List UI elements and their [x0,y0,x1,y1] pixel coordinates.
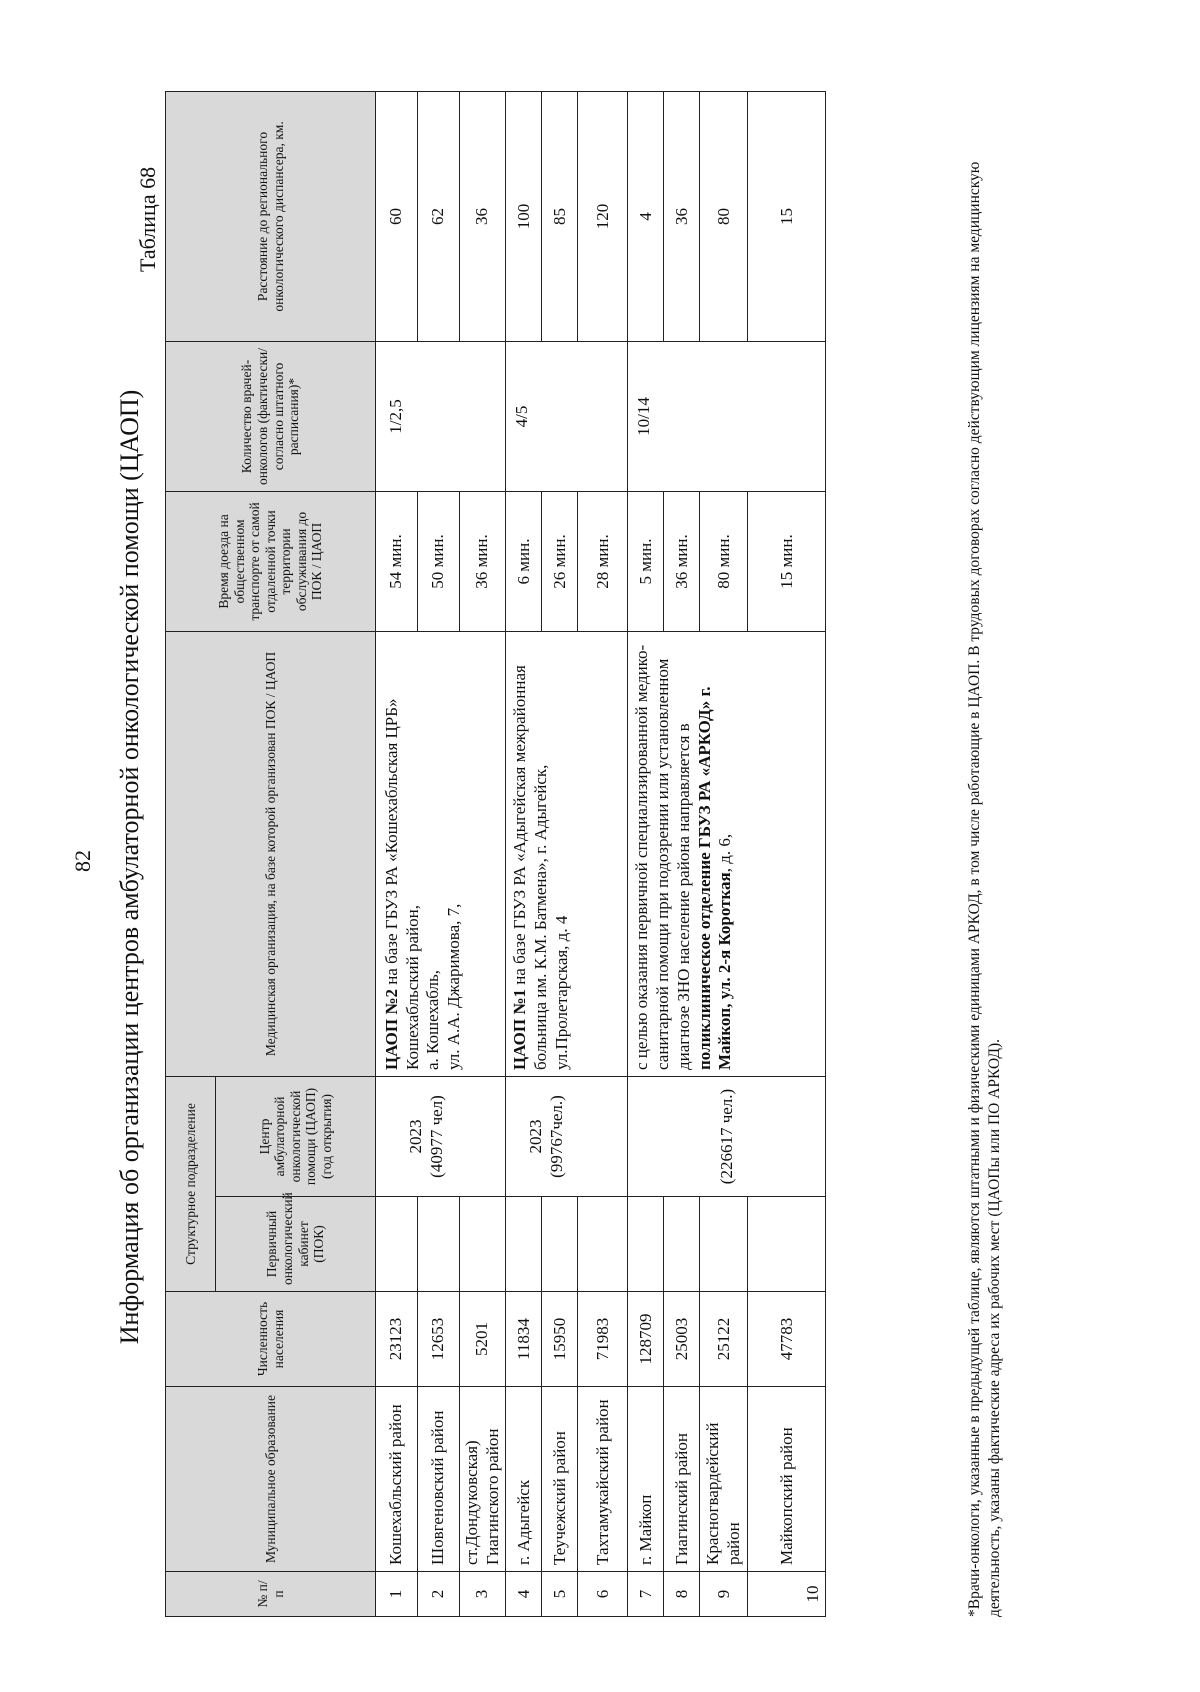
cell-caop-group-1 [376,1076,506,1196]
org-bold: поликлиническое отделение ГБУЗ РА «АРКОД» г. Майкоп, ул. 2-я Короткая [694,686,735,1070]
cell-mo: Майкопский район [748,1387,826,1572]
cell-mo: ст.Дондуковская) Гиагинского район [460,1387,506,1572]
cell-pok [578,1197,628,1292]
footnote: *Врачи-онкологи, указанные в предыдущей таблице, являются штатными и физическими единицами АРКОД, в том числе работающие в ЦАОП. В трудовых договорах согласно действующим лицензиям на медицинскую деятельность, указаны фактические адреса их рабочих мест (ЦАОПы или ПО АРКОД). [966,161,1004,1617]
cell-population: 15950 [542,1292,578,1387]
header-mo: Муниципальное образование [166,1387,376,1572]
cell-doctors: 1/2,5 [376,341,506,491]
cell-mo: Шовгеновский район [418,1387,460,1572]
cell-num: 6 [578,1572,628,1617]
cell-time: 6 мин. [506,491,542,631]
cell-population: 25003 [664,1292,700,1387]
table-row [376,91,418,1616]
cell-pok [628,1197,664,1292]
cell-distance: 80 [700,91,748,341]
cell-mo: г. Адыгейск [506,1387,542,1572]
cell-doctors: 10/14 [628,341,826,491]
cell-num: 8 [664,1572,700,1617]
header-population: Численность населения [166,1292,376,1387]
cell-time: 15 мин. [748,491,826,631]
org-line: на базе ГБУЗ РА «Адыгейская межрайонная больница им. К.М. Батмена», г. Адыгейск, ул.Пролетарская, д. 4 [510,665,571,1070]
page-title: Информация об организации центров амбулаторной онкологической помощи (ЦАОП) [115,389,144,1345]
cell-num: 5 [542,1572,578,1617]
cell-distance: 85 [542,91,578,341]
caop-population: (99767чел.) [547,1095,567,1178]
cell-pok [664,1197,700,1292]
cell-doctors: 4/5 [506,341,628,491]
cell-population: 12653 [418,1292,460,1387]
org-line: на базе ГБУЗ РА «Кошехабльская ЦРБ» [382,698,401,990]
cell-pok [418,1197,460,1292]
cell-time: 5 мин. [628,491,664,631]
cell-mo: Теучежский район [542,1387,578,1572]
cell-pok [700,1197,748,1292]
header-num: № п/п [166,1572,376,1617]
cell-distance: 15 [748,91,826,341]
cell-distance: 36 [664,91,700,341]
header-caop: Центр амбулаторной онкологической помощи (ЦАОП) (год открытия) [216,1076,376,1196]
org-tail: , д. 6, [715,833,735,873]
caop-population: (226617 чел.) [716,1088,736,1185]
header-org: Медицинская организация, на базе которой организован ПОК / ЦАОП [166,631,376,1076]
cell-distance: 36 [460,91,506,341]
cell-pok [376,1197,418,1292]
cell-num: 10 [748,1572,826,1617]
header-distance: Расстояние до регионального онкологического диспансера, км. [166,91,376,341]
cell-time: 36 мин. [460,491,506,631]
header-doctors: Количество врачей-онкологов (фактически/согласно штатного расписания)* [166,341,376,491]
org-line: Кошехабльский район, [402,905,422,1070]
cell-distance: 4 [628,91,664,341]
cell-mo: г. Майкоп [628,1387,664,1572]
org-text: с целью оказания первичной специализированной медико-санитарной помощи при подозрении или установленном диагнозе ЗНО население района направляется в [632,644,693,1070]
org-line: а. Кошехабль, [423,970,443,1070]
cell-pok [542,1197,578,1292]
cell-mo: Красногвардейский район [700,1387,748,1572]
caop-table [165,91,826,1617]
cell-org-group-1 [376,631,506,1076]
cell-num: 2 [418,1572,460,1617]
cell-population: 11834 [506,1292,542,1387]
cell-pok [506,1197,542,1292]
cell-num: 4 [506,1572,542,1617]
cell-pok [748,1197,826,1292]
cell-org-group-3 [628,631,826,1076]
cell-time: 26 мин. [542,491,578,631]
cell-population: 5201 [460,1292,506,1387]
cell-time: 50 мин. [418,491,460,631]
caop-year: 2023 [526,1119,546,1154]
cell-distance: 62 [418,91,460,341]
page-number: 82 [70,850,95,872]
cell-num: 9 [700,1572,748,1617]
cell-caop-group-3 [628,1076,826,1196]
cell-num: 7 [628,1572,664,1617]
cell-time: 54 мин. [376,491,418,631]
caop-year: 2023 [406,1119,425,1154]
cell-org-group-2 [506,631,628,1076]
cell-population: 23123 [376,1292,418,1387]
org-line: ул. А.А. Джаримова, 7, [444,903,464,1070]
cell-num: 1 [376,1572,418,1617]
cell-population: 71983 [578,1292,628,1387]
cell-mo: Кошехабльский район [376,1387,418,1572]
cell-mo: Тахтамукайский район [578,1387,628,1572]
cell-distance: 120 [578,91,628,341]
caop-name: ЦАОП №2 [382,989,401,1070]
cell-time: 36 мин. [664,491,700,631]
cell-time: 80 мин. [700,491,748,631]
cell-pok [460,1197,506,1292]
header-pok: Первичный онкологический кабинет (ПОК) [216,1197,376,1292]
cell-mo: Гиагинский район [664,1387,700,1572]
header-time: Время доезда на общественном транспорте от самой отдаленной точки территории обслуживания до ПОК / ЦАОП [166,491,376,631]
table-row [628,91,664,1616]
cell-population: 25122 [700,1292,748,1387]
cell-num: 3 [460,1572,506,1617]
caop-name: ЦАОП №1 [510,989,530,1070]
cell-caop-group-2 [506,1076,628,1196]
cell-population: 47783 [748,1292,826,1387]
cell-distance: 60 [376,91,418,341]
table-label: Таблица 68 [135,166,160,272]
table-row [506,91,542,1616]
cell-time: 28 мин. [578,491,628,631]
cell-population: 128709 [628,1292,664,1387]
header-struct: Структурное подразделение [166,1076,216,1291]
caop-population: (40977 чел) [426,1095,446,1178]
cell-distance: 100 [506,91,542,341]
